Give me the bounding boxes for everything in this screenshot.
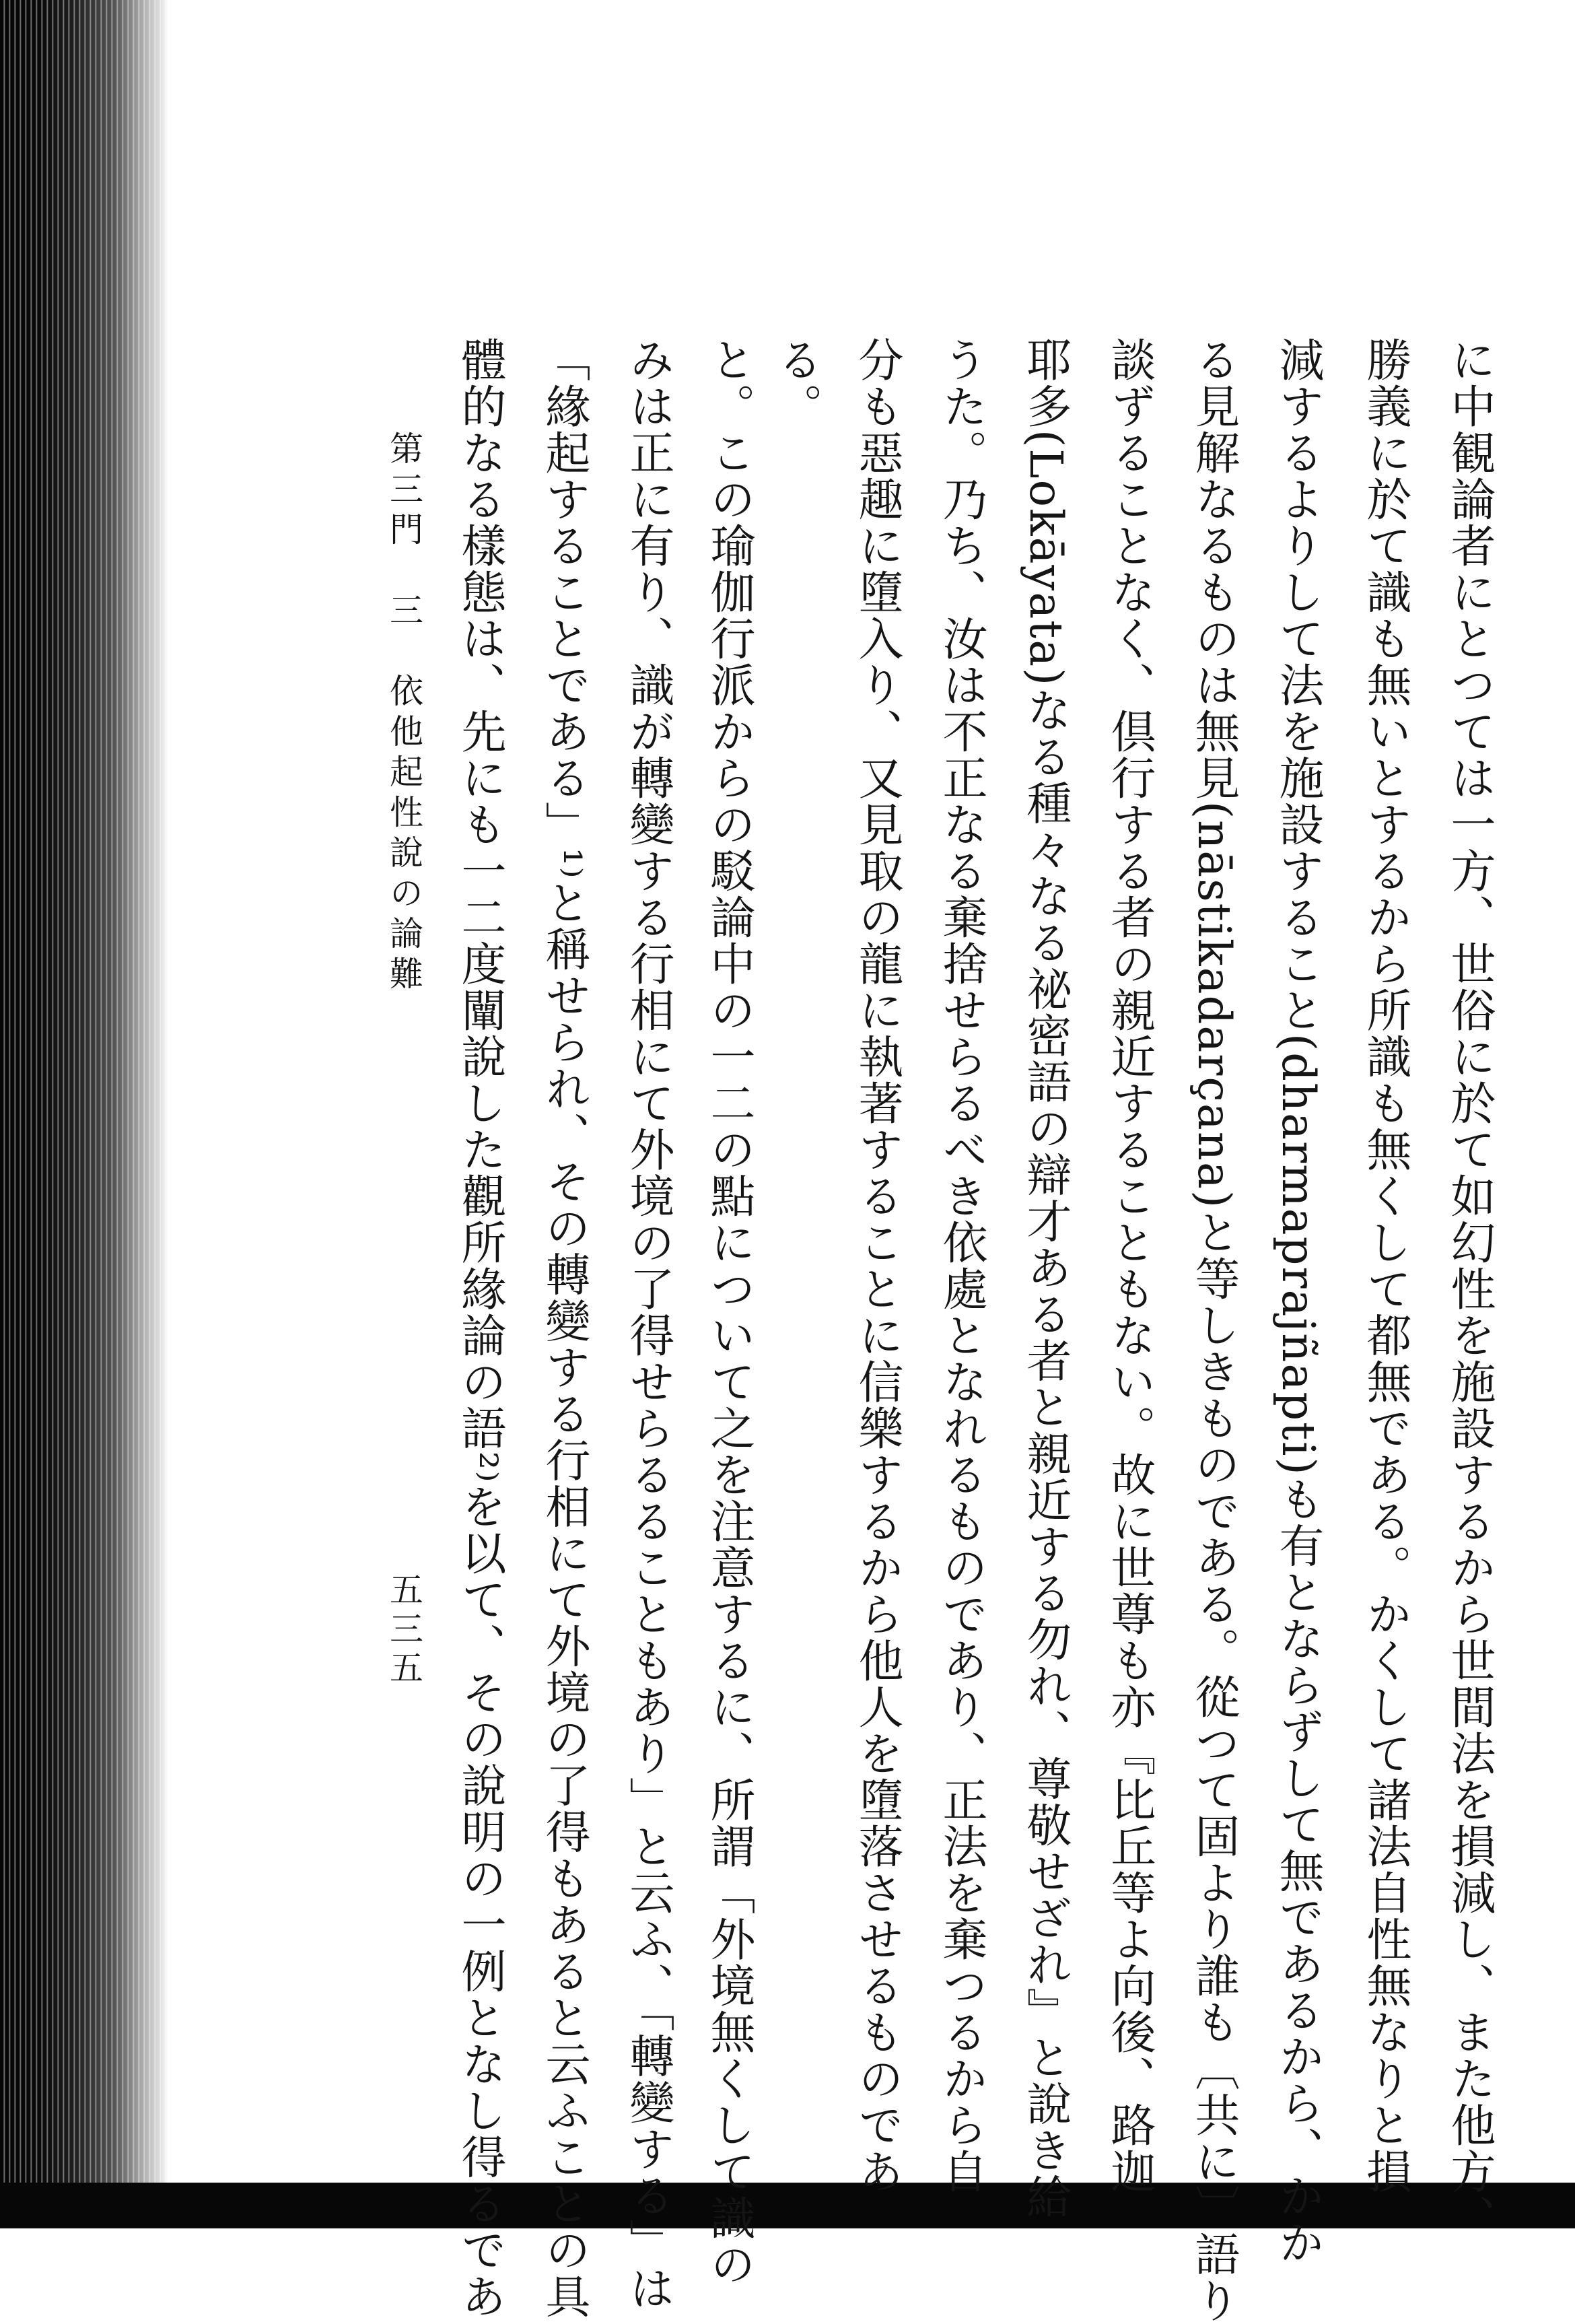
text-column-2: 勝義に於て識も無いとするから所識も無くして都無である。かくして諸法自性無なりと損 [1360,337,1412,2195]
text-column-3: 減するよりして法を施設すること(dharmaprajñapti)も有とならずして無であるから、かか [1272,337,1325,2266]
text-column-7: うた。乃ち、汝は不正なる棄捨せらるべき依處となれるものであり、正法を棄つるから自 [936,337,988,2195]
running-header: 第三門 三 依他起性說の論難 [384,431,423,996]
text-column-10: と。この瑜伽行派からの駁論中の一二の點について之を注意するに、所謂「外境無くして識の [703,337,756,2288]
page-number: 五三五 [384,1572,423,1689]
text-column-5: 談ずることなく、倶行する者の親近することもない。故に世尊も亦『比丘等よ向後、路迦 [1104,337,1156,2195]
text-column-4: る見解なるものは無見(nāstikadarçana)と等しきものである。從つて固より誰も〔共に〕語り [1188,337,1240,2324]
text-column-6: 耶多(Lokāyata)なる種々なる祕密語の辯才ある者と親近する勿れ、尊敬せざれ』と說き給 [1020,337,1072,2220]
text-column-9: る。 [771,337,823,430]
text-column-11: みは正に有り、識が轉變する行相にて外境の了得せらるることもあり」と云ふ、「轉變する」は [623,337,675,2312]
text-column-8: 分も惡趣に墮入り、又見取の龍に執著することに信樂するから他人を墮落させるものであ [851,337,904,2195]
text-column-1: に中観論者にとつては一方、世俗に於て如幻性を施設するから世間法を損減し、また他方、 [1444,337,1496,2241]
text-column-13: 體的なる樣態は、先にも一二度闡說した觀所緣論の語²⁾を以て、その說明の一例となし得るであ [454,337,507,2320]
text-column-12: 「緣起することである」¹⁾と稱せられ、その轉變する行相にて外境の了得もあると云ふことの具 [538,337,591,2320]
